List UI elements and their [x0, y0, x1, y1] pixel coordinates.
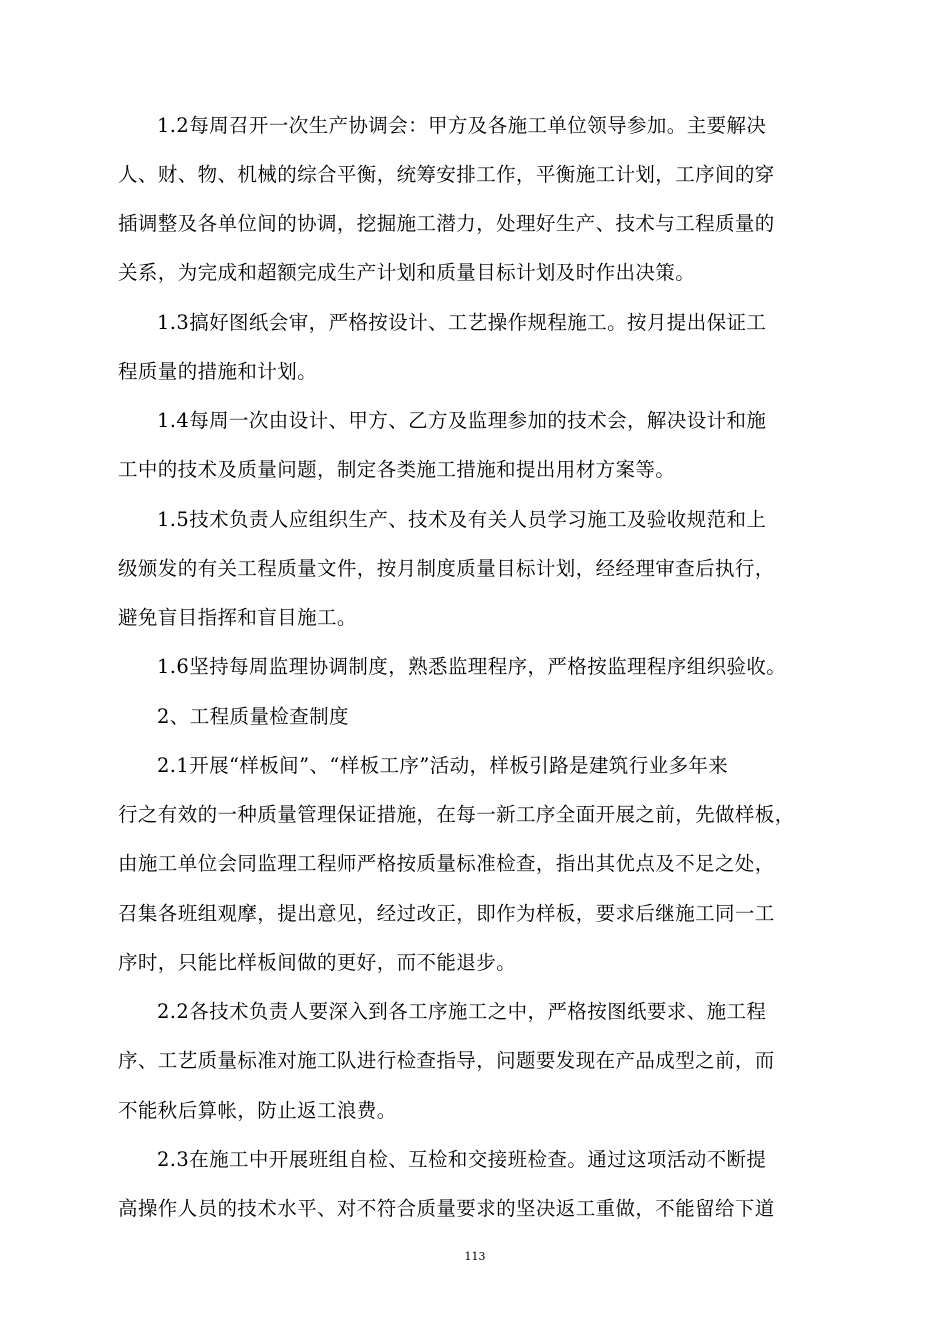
section-heading: 2、工程质量检查制度: [157, 705, 349, 728]
text-line: 避免盲目指挥和盲目施工。: [118, 606, 357, 629]
text-line: 行之有效的一种质量管理保证措施，在每一新工序全面开展之前，先做样板，: [118, 803, 795, 826]
text-line: 序时，只能比样板间做的更好，而不能退步。: [118, 951, 517, 974]
text-line: 不能秋后算帐，防止返工浪费。: [118, 1099, 397, 1122]
text-line: 2.3在施工中开展班组自检、互检和交接班检查。通过这项活动不断提: [157, 1148, 767, 1171]
page-number: 113: [464, 1250, 486, 1263]
text-line: 1.2每周召开一次生产协调会：甲方及各施工单位领导参加。主要解决: [157, 114, 767, 137]
text-line: 1.3搞好图纸会审，严格按设计、工艺操作规程施工。按月提出保证工: [157, 311, 767, 334]
text-line: 由施工单位会同监理工程师严格按质量标准检查，指出其优点及不足之处，: [118, 852, 775, 875]
text-line: 1.5技术负责人应组织生产、技术及有关人员学习施工及验收规范和上: [157, 508, 767, 531]
text-line: 级颁发的有关工程质量文件，按月制度质量目标计划，经经理审查后执行，: [118, 557, 775, 580]
text-line: 2.2各技术负责人要深入到各工序施工之中，严格按图纸要求、施工程: [157, 1000, 767, 1023]
text-line: 序、工艺质量标准对施工队进行检查指导，问题要发现在产品成型之前，而: [118, 1049, 775, 1072]
text-line: 1.6坚持每周监理协调制度，熟悉监理程序，严格按监理程序组织验收。: [157, 655, 787, 678]
text-line: 召集各班组观摩，提出意见，经过改正，即作为样板，要求后继施工同一工: [118, 902, 775, 925]
text-line: 人、财、物、机械的综合平衡，统筹安排工作，平衡施工计划，工序间的穿: [118, 163, 775, 186]
text-line: 工中的技术及质量问题，制定各类施工措施和提出用材方案等。: [118, 458, 676, 481]
text-line: 1.4每周一次由设计、甲方、乙方及监理参加的技术会，解决设计和施: [157, 409, 767, 432]
text-line: 2.1开展“样板间”、“样板工序”活动，样板引路是建筑行业多年来: [157, 754, 729, 777]
text-line: 插调整及各单位间的协调，挖掘施工潜力，处理好生产、技术与工程质量的: [118, 212, 775, 235]
text-line: 程质量的措施和计划。: [118, 360, 318, 383]
text-line: 高操作人员的技术水平、对不符合质量要求的坚决返工重做，不能留给下道: [118, 1197, 775, 1220]
text-line: 关系，为完成和超额完成生产计划和质量目标计划及时作出决策。: [118, 261, 696, 284]
